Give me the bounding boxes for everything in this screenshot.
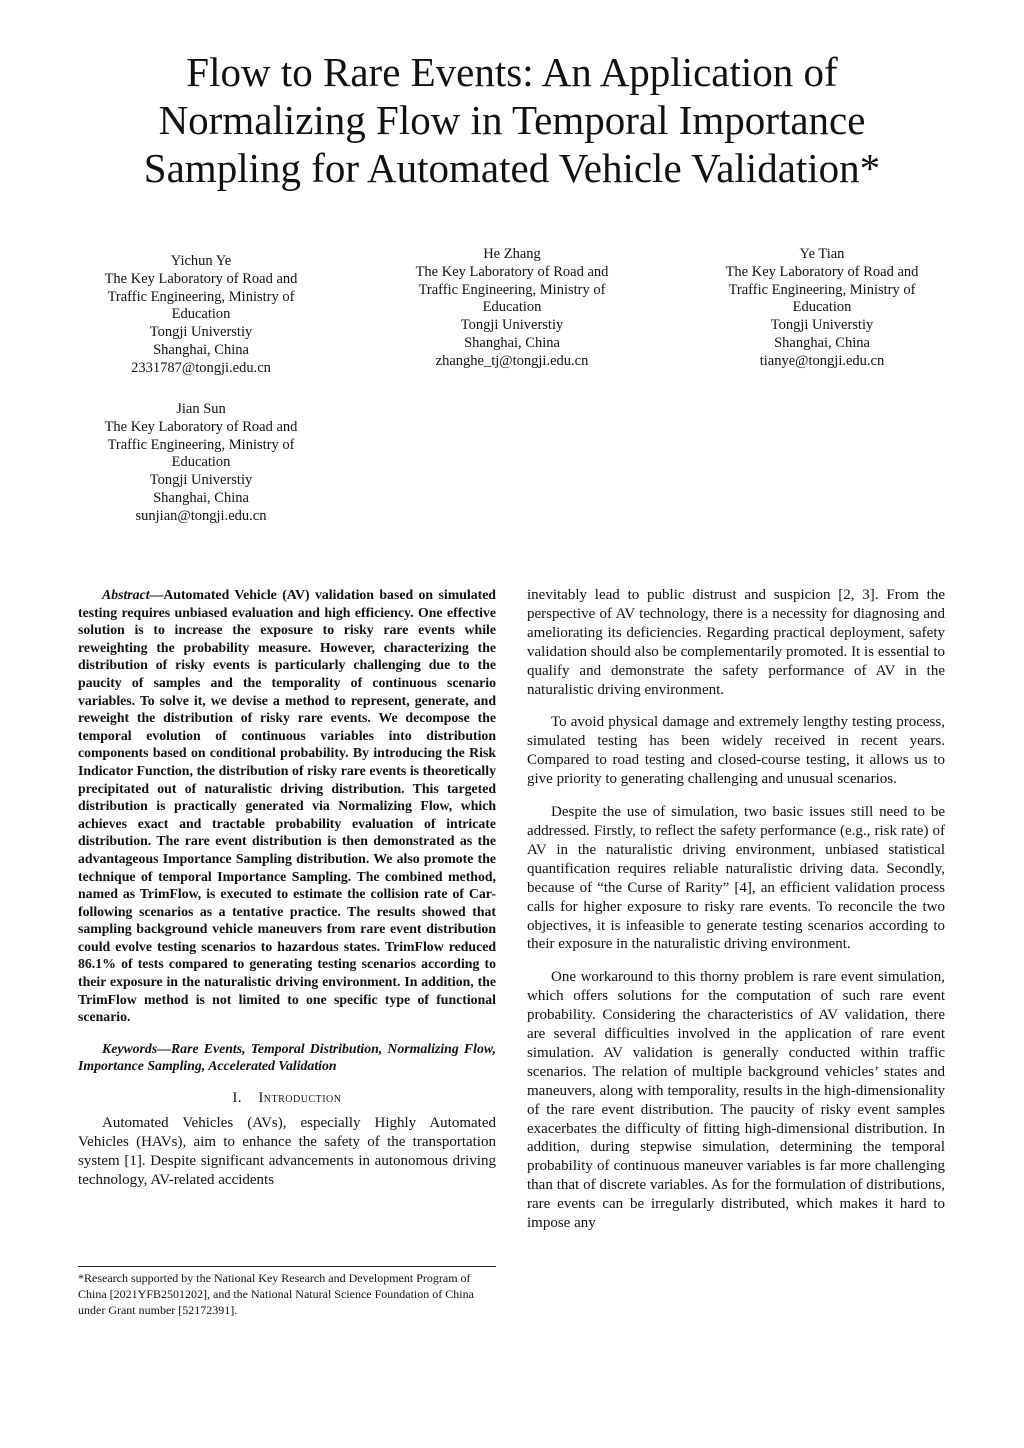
author-name: He Zhang	[483, 246, 541, 262]
author-affiliation: Traffic Engineering, Ministry of	[107, 436, 295, 453]
author-email: tianye@tongji.edu.cn	[759, 352, 885, 369]
abstract-lead: Abstract	[102, 587, 150, 602]
author-name: Ye Tian	[799, 246, 845, 262]
author-email: zhanghe_tj@tongji.edu.cn	[435, 352, 589, 369]
title-line-3: Sampling for Automated Vehicle Validation*	[143, 145, 881, 191]
author-email: 2331787@tongji.edu.cn	[131, 359, 271, 376]
left-column	[78, 586, 496, 1190]
author-affiliation: Shanghai, China	[464, 334, 560, 351]
author-block-2	[387, 246, 637, 371]
author-affiliation: Shanghai, China	[153, 341, 249, 358]
abstract-text: —Automated Vehicle (AV) validation based on simulated testing requires unbiased evaluation and high efficiency. One effective solution is to increase the exposure to risky rare events while reweighting the probability measure. However, characterizing the distribution of risky events is particularly challenging due to the paucity of samples and the temporality of continuous scenario variables. To solve it, we devise a method to represent, generate, and reweight the distribution of risky rare events. We decompose the temporal evolution of continuous variables into distribution components based on conditional probability. By introducing the Risk Indicator Function, the distribution of risky rare events is theoretically precipitated out of naturalistic driving distribution. This targeted distribution is practically generated via Normalizing Flow, which achieves exact and tractable probability evaluation of intricate distribution. The rare event distribution is then demonstrated as the advantageous Importance Sampling distribution. We also promote the technique of temporal Importance Sampling. The combined method, named as TrimFlow, is executed to estimate the collision rate of Car-following scenarios as a tentative practice. The results showed that sampling background vehicle maneuvers from rare event distribution could evolve testing scenarios to hazardous states. TrimFlow reduced 86.1% of tests compared to generating testing scenarios according to their exposure in the naturalistic driving environment. In addition, the TrimFlow method is not limited to one specific type of functional scenario.	[78, 587, 496, 1025]
section-title: Introduction	[258, 1090, 342, 1107]
author-email: sunjian@tongji.edu.cn	[135, 507, 267, 524]
body-paragraph: One workaround to this thorny problem is rare event simulation, which offers solutions for the computation of such rare event probability. Considering the characteristics of AV validation, there are several difficulties involved in the application of rare event simulation. AV validation is generally conducted within traffic scenarios. The relation of multiple background vehicles’ states and maneuvers, along with temporality, results in the high-dimensionality of the rare event distribution. The paucity of risky event samples exacerbates the difficulty of fitting high-dimensional distribution. In addition, during stepwise simulation, determining the temporal probability of continuous maneuver variables is far more challenging than that of discrete variables. As for the formulation of distributions, rare events can be irregularly distributed, which makes it hard to impose any	[527, 969, 945, 1232]
paper-title	[60, 48, 964, 192]
section-heading	[78, 1089, 496, 1108]
author-affiliation: Shanghai, China	[153, 489, 249, 506]
author-affiliation: Education	[171, 454, 231, 471]
author-affiliation: Tongji Universtiy	[770, 317, 874, 334]
author-affiliation: Traffic Engineering, Ministry of	[418, 281, 606, 298]
author-block-4	[76, 401, 326, 526]
section-number: I.	[232, 1090, 242, 1107]
keywords: Keywords—Rare Events, Temporal Distribution, Normalizing Flow, Importance Sampling, Accelerated Validation	[78, 1040, 496, 1074]
author-affiliation: Tongji Universtiy	[460, 317, 564, 334]
author-affiliation: The Key Laboratory of Road and	[104, 270, 298, 287]
abstract	[78, 586, 496, 1026]
title-line-2: Normalizing Flow in Temporal Importance	[158, 97, 866, 143]
footnote: *Research supported by the National Key Research and Development Program of China [2021YFB2501202], and the National Natural Science Foundation of China under Grant number [52172391].	[78, 1271, 474, 1317]
author-affiliation: Shanghai, China	[774, 334, 870, 351]
title-line-1: Flow to Rare Events: An Application of	[186, 49, 838, 95]
author-affiliation: The Key Laboratory of Road and	[725, 263, 919, 280]
author-affiliation: Education	[792, 299, 852, 316]
author-affiliation: Traffic Engineering, Ministry of	[728, 281, 916, 298]
author-affiliation: Tongji Universtiy	[149, 472, 253, 489]
intro-paragraph: Automated Vehicles (AVs), especially Highly Automated Vehicles (HAVs), aim to enhance the safety of the transportation system [1]. Despite significant advancements in autonomous driving technology, AV-related accidents	[78, 1114, 496, 1188]
right-column	[527, 586, 945, 1247]
author-affiliation: The Key Laboratory of Road and	[104, 418, 298, 435]
author-block-1	[76, 253, 326, 378]
author-affiliation: Education	[171, 306, 231, 323]
body-paragraph: Despite the use of simulation, two basic issues still need to be addressed. Firstly, to reflect the safety performance (e.g., risk rate) of AV in the naturalistic driving environment, unbiased statistical quantification requires reliable naturalistic driving data. Secondly, because of “the Curse of Rarity” [4], an efficient validation process calls for higher exposure to risky rare events. To reconcile the two objectives, it is infeasible to generate testing scenarios according to their exposure in the naturalistic driving environment.	[527, 804, 945, 953]
author-name: Yichun Ye	[170, 253, 232, 269]
author-affiliation: The Key Laboratory of Road and	[415, 263, 609, 280]
body-paragraph: To avoid physical damage and extremely lengthy testing process, simulated testing has been widely received in recent years. Compared to road testing and closed-course testing, it allows us to give priority to generating challenging and unusual scenarios.	[527, 714, 945, 788]
footnote-divider	[78, 1266, 496, 1267]
author-affiliation: Education	[482, 299, 542, 316]
author-block-3	[697, 246, 947, 371]
author-name: Jian Sun	[176, 401, 226, 417]
author-affiliation: Traffic Engineering, Ministry of	[107, 288, 295, 305]
author-affiliation: Tongji Universtiy	[149, 324, 253, 341]
body-paragraph: inevitably lead to public distrust and suspicion [2, 3]. From the perspective of AV technology, there is a necessity for diagnosing and ameliorating its deficiencies. Regarding practical deployment, safety validation should also be complementarily promoted. It is essential to qualify and demonstrate the safety performance of AV in the naturalistic driving environment.	[527, 587, 945, 698]
